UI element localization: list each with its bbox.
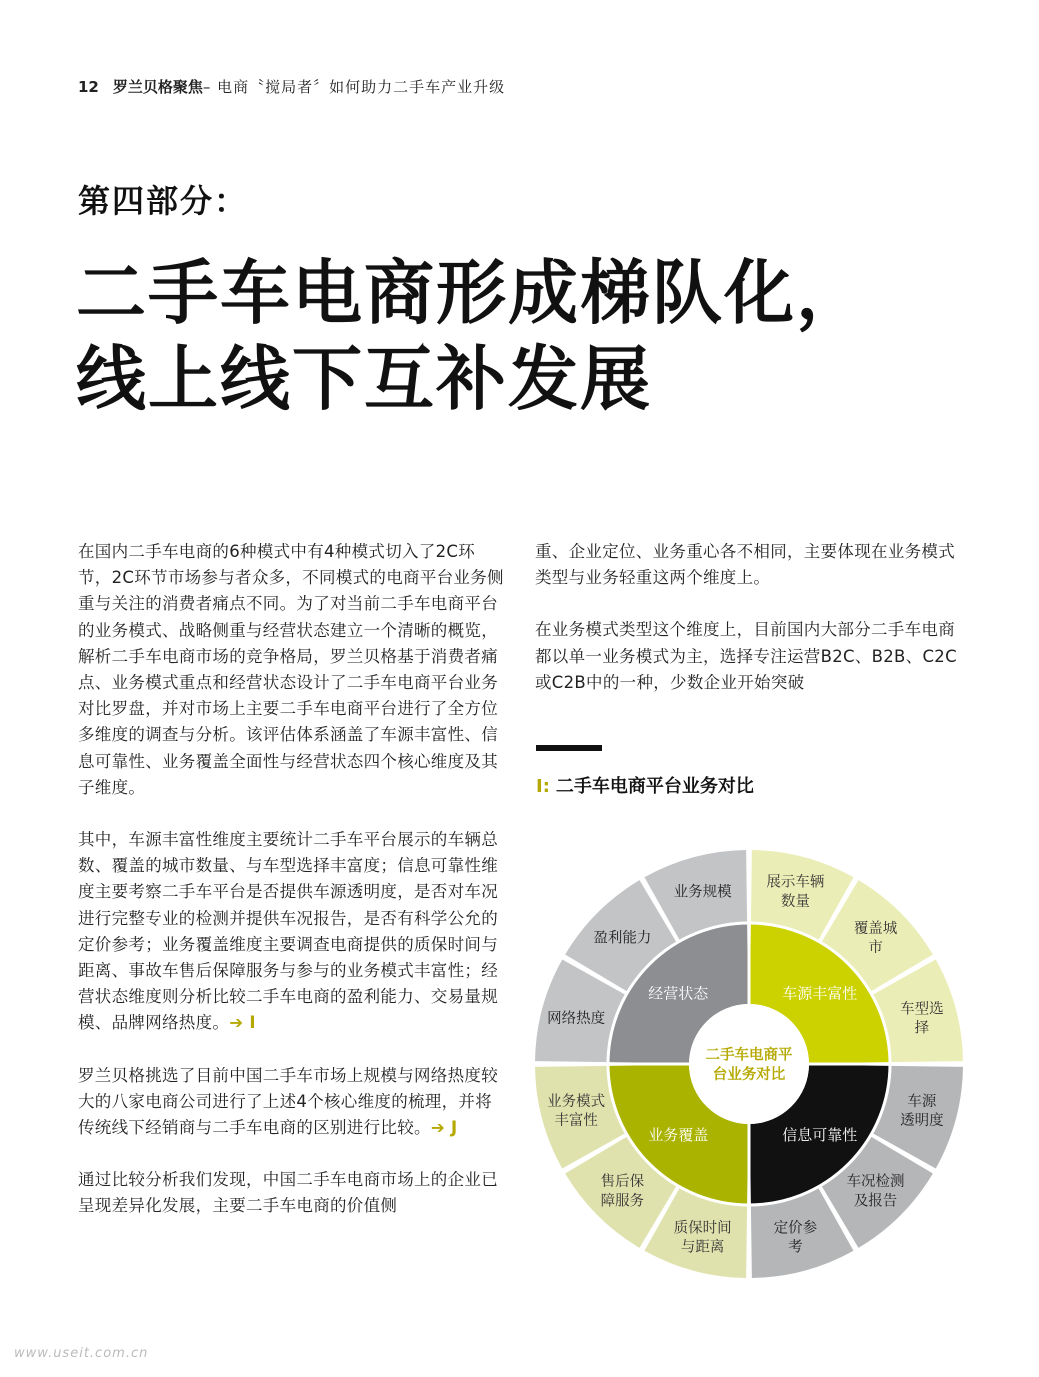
section-label: 第四部分： [78,182,249,220]
center-label: 二手车电商平台业务对比 [705,1047,793,1083]
header-subtitle: – 电商〝搅局者〞如何助力二手车产业升级 [202,78,506,96]
business-compass-diagram [531,846,967,1282]
outer-segment-label-3: 车型选择 [900,1001,944,1037]
title-line-2: 线上线下互补发展 [76,338,652,420]
right-column [535,539,965,722]
center-circle [689,1004,809,1124]
page-title [76,250,868,422]
outer-segment-label-5: 车况检测及报告 [846,1174,905,1210]
watermark-url: www.useit.com.cn [14,1346,149,1361]
figure-label: I: [536,776,550,797]
outer-segment-label-11: 盈利能力 [593,930,652,947]
paragraph-2-text: 其中，车源丰富性维度主要统计二手车平台展示的车辆总数、覆盖的城市数量、与车型选择丰富度；信息可靠性维度主要考察二手车平台是否提供车源透明度，是否对车况进行完整专业的检测并提供车况报告，是否有科学公允的定价参考；业务覆盖维度主要调查电商提供的质保时间与距离、事故车售后保障服务与参与的业务模式丰富性；经营状态维度则分析比较二手车电商的盈利能力、交易量规模、品牌网络热度。 [78,830,498,1033]
paragraph-1: 在国内二手车电商的6种模式中有4种模式切入了2C环节，2C环节市场参与者众多，不同模式的电商平台业务侧重与关注的消费者痛点不同。为了对当前二手车电商平台的业务模式、战略侧重与经营状态建立一个清晰的概览，解析二手车电商市场的竞争格局，罗兰贝格基于消费者痛点、业务模式重点和经营状态设计了二手车电商平台业务对比罗盘，并对市场上主要二手车电商平台进行了全方位多维度的调查与分析。该评估体系涵盖了车源丰富性、信息可靠性、业务覆盖全面性与经营状态四个核心维度及其子维度。 [78,542,504,797]
page-number: 12 [78,78,99,96]
outer-segment-label-8: 售后保障服务 [600,1174,645,1210]
running-header [78,76,505,97]
outer-segment-label-9: 业务模式丰富性 [547,1093,606,1130]
outer-segment-label-6: 定价参考 [773,1220,818,1256]
paragraph-5: 重、企业定位、业务重心各不相同，主要体现在业务模式类型与业务轻重这两个维度上。 [535,542,955,588]
paragraph-6: 在业务模式类型这个维度上，目前国内大部分二手车电商都以单一业务模式为主，选择专注运营B2C、B2B、C2C或C2B中的一种，少数企业开始突破 [535,620,957,692]
outer-segment-label-4: 车源透明度 [900,1093,944,1130]
paragraph-2 [78,827,508,1037]
inner-quadrant-label-3: 业务覆盖 [648,1126,709,1145]
outer-segment-label-7: 质保时间与距离 [673,1220,732,1256]
figure-title-text: 二手车电商平台业务对比 [555,776,754,797]
title-line-1: 二手车电商形成梯队化， [76,252,868,334]
figure-ref-j[interactable]: ➔ J [430,1118,458,1138]
paragraph-4: 通过比较分析我们发现，中国二手车电商市场上的企业已呈现差异化发展，主要二手车电商的价值侧 [78,1170,498,1216]
header-brand: 罗兰贝格聚焦 [112,78,203,96]
outer-segment-label-2: 覆盖城市 [853,921,898,957]
figure-ref-i[interactable]: ➔ I [229,1013,256,1033]
figure-divider [536,745,602,751]
outer-segment-label-12: 业务规模 [673,884,732,901]
outer-segment-label-10: 网络热度 [547,1010,606,1027]
outer-segment-label-1: 展示车辆数量 [766,874,825,910]
inner-quadrant-label-2: 信息可靠性 [782,1126,858,1145]
paragraph-3-text: 罗兰贝格挑选了目前中国二手车市场上规模与网络热度较大的八家电商公司进行了上述4个核心维度的梳理，并将传统线下经销商与二手车电商的区别进行比较。 [78,1065,498,1138]
paragraph-3 [78,1063,508,1142]
inner-quadrant-label-1: 车源丰富性 [782,984,858,1003]
inner-quadrant-label-4: 经营状态 [648,984,709,1003]
figure-title [536,772,754,798]
left-column [78,539,508,1246]
